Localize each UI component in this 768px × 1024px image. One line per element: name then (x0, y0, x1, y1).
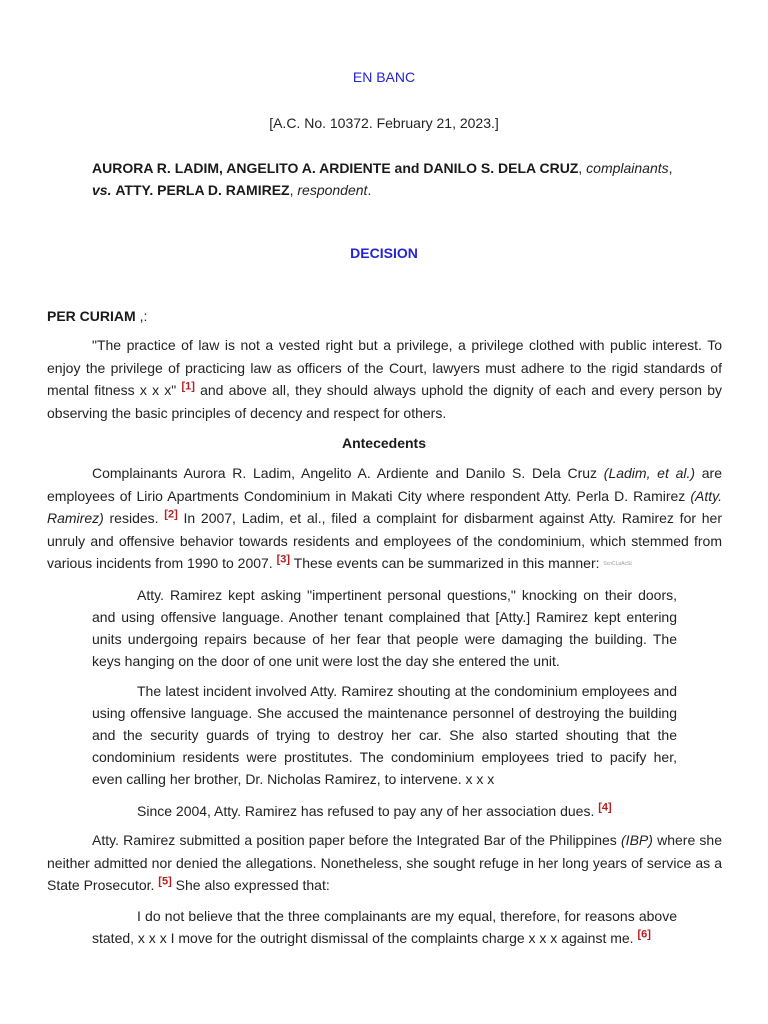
docket-number: [A.C. No. 10372. February 21, 2023.] (269, 115, 499, 131)
quote-block-4 (92, 905, 677, 949)
per-curiam-mark: ,: (139, 308, 148, 324)
footnote-link-1[interactable]: [1] (181, 380, 195, 393)
footnote-link-2[interactable]: [2] (164, 508, 178, 521)
respondent-role: respondent (297, 182, 368, 198)
para2-text-e: These events can be summarized in this manner: (290, 555, 600, 571)
para2-ital-b: (Atty. Ramirez) (47, 487, 722, 526)
para2-text-c: resides. (103, 510, 159, 526)
para3-text-a: Atty. Ramirez submitted a position paper before the Integrated Bar of the Philippines (92, 832, 622, 848)
quote-block-2: The latest incident involved Atty. Ramirez shouting at the condominium employees and using offensive language. She accused the maintenance personnel of destroying the building and the security guards of trying to destroy her car. She also started shouting that the condominium residents were prostitutes. The condominium employees tried to pacify her, even calling her brother, Dr. Nicholas Ramirez, to intervene. x x x (92, 683, 677, 787)
case-parties: AURORA R. LADIM, ANGELITO A. ARDIENTE and DANILO S. DELA CRUZ, complainants, vs. ATTY. PERLA D. RAMIREZ, respondent. (92, 160, 673, 198)
footnote-link-6[interactable]: [6] (637, 928, 651, 941)
footnote-link-5[interactable]: [5] (158, 875, 172, 888)
quote3-text: Since 2004, Atty. Ramirez has refused to pay any of her association dues. (137, 803, 595, 819)
antecedents-heading: Antecedents (341, 435, 427, 451)
per-curiam-text: PER CURIAM (47, 308, 136, 324)
opening-paragraph (47, 334, 722, 424)
footnote-link-4[interactable]: [4] (598, 801, 612, 814)
antecedents-paragraph (47, 462, 722, 576)
quote-block-1: Atty. Ramirez kept asking "impertinent personal questions," knocking on their doors, and using offensive language. Another tenant complained that [Atty.] Ramirez kept entering units undergoing repairs because of her fear that people were damaging the building. The keys hanging on the door of one unit were lost the day she entered the unit. (92, 587, 677, 669)
para2-text-b: are employees of Lirio Apartments Condominium in Makati City where respondent Atty. Perla D. Ramirez (47, 465, 722, 504)
opening-text: "The practice of law is not a vested right but a privilege, a privilege clothed with public interest. To enjoy the privilege of practicing law as officers of the Court, lawyers must adhere to the rigid standards of mental fitness x x x" (47, 337, 722, 398)
complainants-role: complainants (586, 160, 669, 176)
decision-title: DECISION (350, 245, 418, 261)
para3-text-c: She also expressed that: (171, 877, 330, 893)
quote4-text: I do not believe that the three complainants are my equal, therefore, for reasons above stated, x x x I move for the outright dismissal of the complaints charge x x x against me. (92, 908, 677, 946)
para2-text-a: Complainants Aurora R. Ladim, Angelito A. Ardiente and Danilo S. Dela Cruz (92, 465, 604, 481)
opening-text-cont: and above all, they should always uphold the dignity of each and every person by observing the basic principles of decency and respect for others. (47, 382, 722, 421)
position-paper-paragraph (47, 829, 722, 897)
versus-label: vs. (92, 182, 112, 198)
court-division: EN BANC (352, 69, 416, 85)
para2-ital-a: (Ladim, et al.) (603, 465, 696, 481)
para3-ital-a: (IBP) (621, 832, 653, 848)
watermark-text: ScnCLaAcSt (603, 561, 632, 568)
para3-text-b: where she neither admitted nor denied the allegations. Nonetheless, she sought refuge in her long years of service as a State Prosecutor. (47, 832, 722, 893)
complainants-names: AURORA R. LADIM, ANGELITO A. ARDIENTE and DANILO S. DELA CRUZ (92, 160, 579, 176)
per-curiam-label (47, 308, 147, 324)
respondent-name: ATTY. PERLA D. RAMIREZ (115, 182, 290, 198)
quote-block-3 (92, 800, 677, 822)
para2-text-d: In 2007, Ladim, et al., filed a complaint for disbarment against Atty. Ramirez for her unruly and offensive behavior towards residents and employees of the condominium, which stemmed from various incidents from 1990 to 2007. (47, 510, 722, 571)
footnote-link-3[interactable]: [3] (276, 553, 291, 566)
